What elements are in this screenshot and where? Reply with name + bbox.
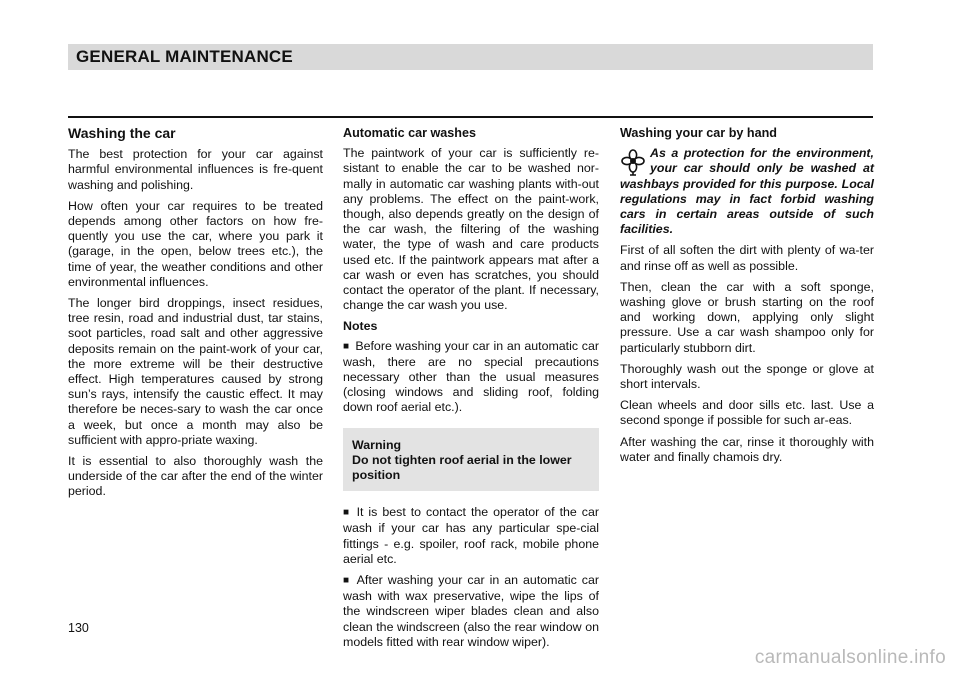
header-bar — [68, 44, 873, 70]
bullet-text: It is best to contact the operator of the car wash if your car has any particular spe-cial fittings - e.g. spoiler, roof rack, mobile phone aerial etc. — [343, 505, 599, 566]
bullet-square-icon — [343, 573, 357, 587]
page-title: GENERAL MAINTENANCE — [76, 47, 293, 66]
paragraph: After washing the car, rinse it thoroughly with water and finally chamois dry. — [620, 434, 874, 464]
warning-box — [343, 428, 599, 492]
divider-rule — [68, 116, 873, 118]
paragraph: The paintwork of your car is sufficiently re-sistant to enable the car to be washed nor-mally in automatic car washing plants with-out any problems. The effect on the paint-work, though, also depends greatly on the design of the car wash, the filtering of the washing water, the type of wash and care products used etc. If the paintwork appears mat after a car wash or even has scratches, you should contact the operator of the plant. If necessary, change the car wash you use. — [343, 146, 599, 313]
paragraph: It is essential to also thoroughly wash the underside of the car after the end of the winter period. — [68, 454, 323, 499]
bullet-item — [343, 505, 599, 567]
paragraph: The best protection for your car against harmful environmental influences is fre-quent washing and polishing. — [68, 147, 323, 192]
bullet-item — [343, 573, 599, 650]
paragraph: Then, clean the car with a soft sponge, washing glove or brush starting on the roof and working down, applying only slight pressure. Use a car wash shampoo only for particularly stubborn dirt. — [620, 279, 874, 355]
paragraph: First of all soften the dirt with plenty of wa-ter and rinse off as well as possible. — [620, 243, 874, 273]
bullet-square-icon — [343, 505, 357, 519]
paragraph: How often your car requires to be treated depends among other factors on how fre-quently you use the car, where you park it (garage, in the open, below trees etc.), the time of year, the weather conditions and other environmental influences. — [68, 198, 323, 289]
flower-icon — [620, 148, 646, 176]
warning-title: Warning — [352, 437, 402, 452]
watermark: carmanualsonline.info — [754, 647, 946, 668]
column-automatic-car-washes — [343, 126, 599, 656]
warning-text: Do not tighten roof aerial in the lower position — [352, 452, 572, 483]
page-number: 130 — [68, 621, 89, 635]
bullet-item — [343, 339, 599, 416]
bullet-text: Before washing your car in an automatic car wash, there are no special precautions necessary other than the usual measures (closing windows and sliding roof, folding down roof aerial etc.). — [343, 338, 599, 415]
paragraph: Thoroughly wash out the sponge or glove at short intervals. — [620, 361, 874, 392]
section-heading: Washing the car — [68, 125, 176, 141]
subsection-heading: Automatic car washes — [343, 126, 476, 140]
column-washing-the-car — [68, 126, 323, 506]
notes-heading: Notes — [343, 319, 378, 334]
environment-note-text: As a protection for the environment, your car should only be washed at washbays provided for this purpose. Local regulations may in fact forbid washing cars in certain areas outside of such facilities. — [620, 146, 874, 237]
column-washing-by-hand — [620, 126, 874, 471]
paragraph: Clean wheels and door sills etc. last. Use a second sponge if possible for such ar-eas. — [620, 398, 874, 428]
bullet-square-icon — [343, 339, 355, 353]
paragraph: The longer bird droppings, insect residues, tree resin, road and industrial dust, tar stains, soot particles, road salt and other aggressive deposits remain on the paint-work of your car, the more extreme will be their destructive effect. High temperatures caused by strong sun’s rays, intensify the caustic effect. It may therefore be neces-sary to wash the car once a week, but once a month may also be sufficient with appro-priate waxing. — [68, 296, 323, 447]
subsection-heading: Washing your car by hand — [620, 126, 777, 140]
environment-note — [620, 146, 874, 237]
bullet-text: After washing your car in an automatic car wash with wax preservative, wipe the lips of the windscreen wiper blades clean and also clean the windscreen (also the rear window on models fitted with rear window wiper). — [343, 573, 599, 649]
